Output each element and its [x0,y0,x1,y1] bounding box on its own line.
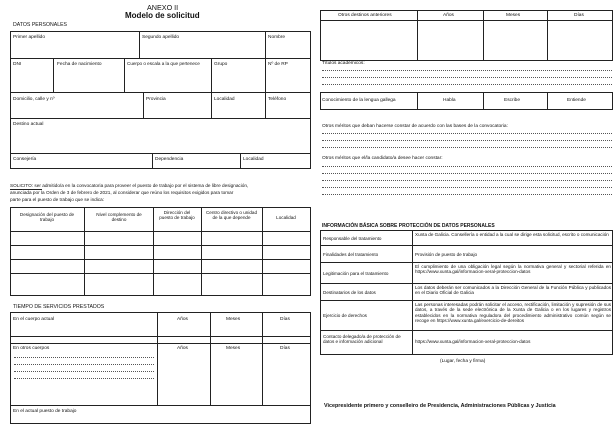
primer-apellido-field[interactable]: Primer apellido [13,35,45,40]
footer-signatory: Vicepresidente primero y conselleiro de Presidencia, Administraciones Públicas y Justicia [324,403,556,409]
proteccion-row-label: Finalidades del tratamiento [323,252,379,257]
segundo-apellido-field[interactable]: Segundo apellido [142,35,180,40]
solicito-line1: SOLICITO: ser admitido/a en la convocatoria para proveer el puesto de trabajo por el sistema de libre designación, [10,183,249,188]
proteccion-row-label: Legitimación para el tratamiento [323,271,389,276]
serv-meses-2: Meses [226,346,241,351]
domicilio-field[interactable]: Domicilio, calle y nº [13,97,55,102]
dest-dias: Días [574,13,584,18]
telefono-field[interactable]: Teléfono [268,97,287,102]
fecha-nacimiento-field[interactable]: Fecha de nacimiento [57,62,102,67]
serv-anos-2: Años [177,346,188,351]
col-centro: Centro directivo o unidad de la que depende [205,210,258,221]
en-cuerpo-actual: En el cuerpo actual [13,317,55,322]
servicios-box [10,312,311,424]
dest-meses: Meses [506,13,521,18]
servicios-section-title: TIEMPO DE SERVICIOS PRESTADOS [13,304,105,310]
lengua-entiende: Entiende [567,98,586,103]
localidad2-field[interactable]: Localidad [243,157,264,162]
solicito-line2: anunciada por la Orden de 3 de febrero de 2021, al considerar que reúno los requisitos exigidos para tomar [10,190,234,195]
localidad-field[interactable]: Localidad [214,97,235,102]
otros-meritos2-label: Otros méritos que el/la candidato/a desee hacer constar: [322,156,443,161]
proteccion-row-label: Contacto delegado/a de protección de datos e información adicional [323,334,401,345]
lengua-escribe: Escribe [504,98,520,103]
lengua-habla: Habla [443,98,456,103]
serv-anos-1: Años [177,317,188,322]
proteccion-section-title: INFORMACIÓN BÁSICA SOBRE PROTECCIÓN DE DATOS PERSONALES [322,223,495,229]
firma-label: (Lugar, fecha y firma) [440,359,486,364]
proteccion-row-value: Provisión de puesto de trabajo [415,252,478,257]
solicito-line3: parte para el puesto de trabajo que se indica: [10,197,105,202]
nrp-field[interactable]: Nº de RP [268,62,288,67]
en-otros-cuerpos: En otros cuerpos [13,346,50,351]
otros-destinos-label: Otros destinos anteriores [338,13,392,18]
destino-actual-field[interactable]: Destino actual [13,122,44,127]
annex-label: ANEXO II [147,3,179,12]
proteccion-row-value: Las personas interesadas podrán solicitar el acceso, rectificación, limitación y supresión de sus datos, a través de la sede electrónica de la Xunta de Galicia o en los lugares y registros establecidos en la normativa reguladora del procedimiento administrativo común según se recoge en https://www.xunta.gal/exercicio-de-dereitos [415,302,611,323]
dest-anos: Años [443,13,454,18]
otros-meritos-label: Otros méritos que deban hacerse constar de acuerdo con las bases de la convocatoria: [322,124,508,129]
dni-field[interactable]: DNI [13,62,22,67]
col-direccion: Dirección del puesto de trabajo [159,210,195,221]
serv-dias-1: Días [280,317,290,322]
provincia-field[interactable]: Provincia [146,97,166,102]
col-nivel: Nivel complemento de destino [96,212,142,223]
proteccion-row-value: Los datos deberán ser comunicados a la Dirección General de la Función Pública y publicados en el Diario Oficial de Galicia [415,285,611,296]
dependencia-field[interactable]: Dependencia [155,157,184,162]
form-title: Modelo de solicitud [125,11,200,20]
cuerpo-field[interactable]: Cuerpo o escala a la que pertenece [127,61,200,66]
titulos-label: Títulos académicos: [322,61,365,66]
en-actual-puesto: En el actual puesto de trabajo [13,409,77,414]
consejeria-field[interactable]: Consejería [13,157,37,162]
serv-meses-1: Meses [226,317,241,322]
proteccion-row-value: https://www.xunta.gal/informacion-xeral-proteccion-datos [415,339,531,344]
col-localidad: Localidad [276,215,296,220]
proteccion-row-value: Xunta de Galicia. Consellería o entidad a la cual se dirige esta solicitud, escrito o comunicación [415,232,609,237]
personal-section-title: DATOS PERSONALES [13,22,68,28]
lengua-label: Conocimiento de la lengua gallega [322,98,396,103]
proteccion-row-label: Ejercicio de derechos [323,313,367,318]
grupo-field[interactable]: Grupo [214,62,228,67]
proteccion-row-label: Destinatarios de los datos [323,290,376,295]
col-designacion: Designación del puesto de trabajo [19,212,75,223]
proteccion-row-value: El cumplimiento de una obligación legal según la normativa general y sectorial referida en https://www.xunta.gal/informacion-xeral-proteccion-datos [415,264,611,275]
serv-dias-2: Días [280,346,290,351]
nombre-field[interactable]: Nombre [268,35,286,40]
proteccion-row-label: Responsable del tratamiento [323,236,382,241]
